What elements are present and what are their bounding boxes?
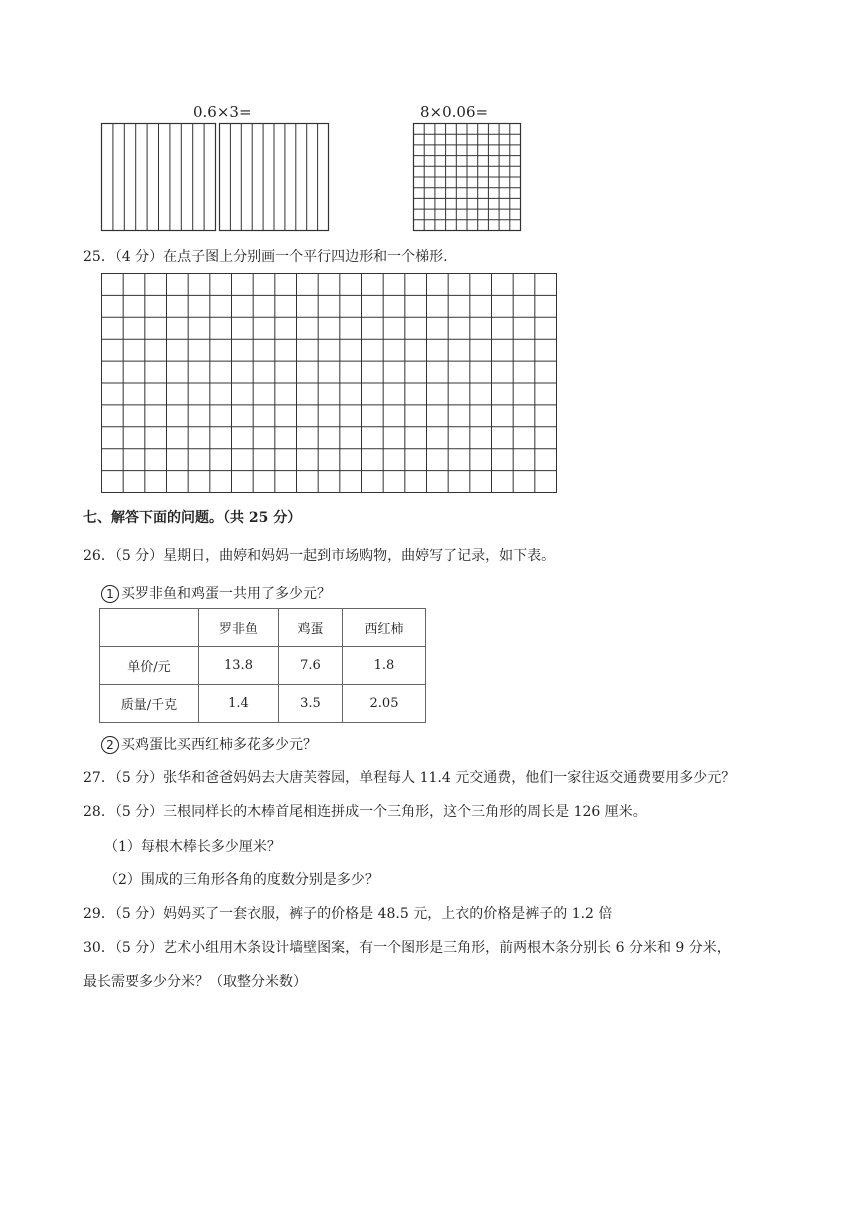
table-cell: 7.6 [279, 647, 343, 685]
question-25: 25．（4 分）在点子图上分别画一个平行四边形和一个梯形. [83, 249, 448, 265]
question-28: 28．（5 分）三根同样长的木棒首尾相连拼成一个三角形，这个三角形的周长是 126 厘米。 [83, 804, 647, 820]
question-28-sub-2: （2）围成的三角形各角的度数分别是多少？ [104, 872, 379, 888]
table-cell: 1.8 [343, 647, 426, 685]
expr-8x0.06: 8×0.06= [420, 103, 489, 121]
question-30-line-1: 30．（5 分）艺术小组用木条设计墙壁图案，有一个图形是三角形，前两根木条分别长 6 分米和 9 分米， [83, 940, 731, 956]
question-26: 26．（5 分）星期日，曲婷和妈妈一起到市场购物，曲婷写了记录，如下表。 [83, 548, 556, 564]
decimal-strip-figure-1 [101, 123, 216, 231]
table-row [100, 685, 426, 723]
table-header-cell: 鸡蛋 [279, 609, 343, 647]
table-header-row [100, 609, 426, 647]
table-cell: 13.8 [199, 647, 279, 685]
table-header-cell: 西红柿 [343, 609, 426, 647]
question-26-part-1: 1 买罗非鱼和鸡蛋一共用了多少元？ [101, 583, 331, 603]
question-26-part-2: 2 买鸡蛋比买西红柿多花多少元？ [101, 734, 317, 754]
question-28-sub-1: （1）每根木棒长多少厘米？ [104, 839, 281, 855]
circled-number-2: 2 [101, 736, 119, 754]
table-row [100, 647, 426, 685]
section-7-title: 七、解答下面的问题。（共 25 分） [83, 510, 302, 526]
decimal-strip-figure-2 [219, 123, 329, 231]
question-29: 29．（5 分）妈妈买了一套衣服，裤子的价格是 48.5 元，上衣的价格是裤子的 1.2 倍 [83, 906, 613, 922]
shopping-record-table [99, 608, 426, 723]
question-27: 27．（5 分）张华和爸爸妈妈去大唐芙蓉园，单程每人 11.4 元交通费，他们一家往返交通费要用多少元？ [83, 770, 736, 786]
dot-grid-drawing-area[interactable] [101, 273, 557, 493]
table-header-cell [100, 609, 199, 647]
hundred-grid-figure [413, 123, 521, 231]
table-cell: 质量/千克 [100, 685, 199, 723]
table-cell: 2.05 [343, 685, 426, 723]
question-30-line-2: 最长需要多少分米？（取整分米数） [83, 974, 307, 990]
table-header-cell: 罗非鱼 [199, 609, 279, 647]
table-cell: 1.4 [199, 685, 279, 723]
table-cell: 单价/元 [100, 647, 199, 685]
table-cell: 3.5 [279, 685, 343, 723]
circled-number-1: 1 [101, 585, 119, 603]
expr-0.6x3: 0.6×3= [193, 103, 252, 121]
